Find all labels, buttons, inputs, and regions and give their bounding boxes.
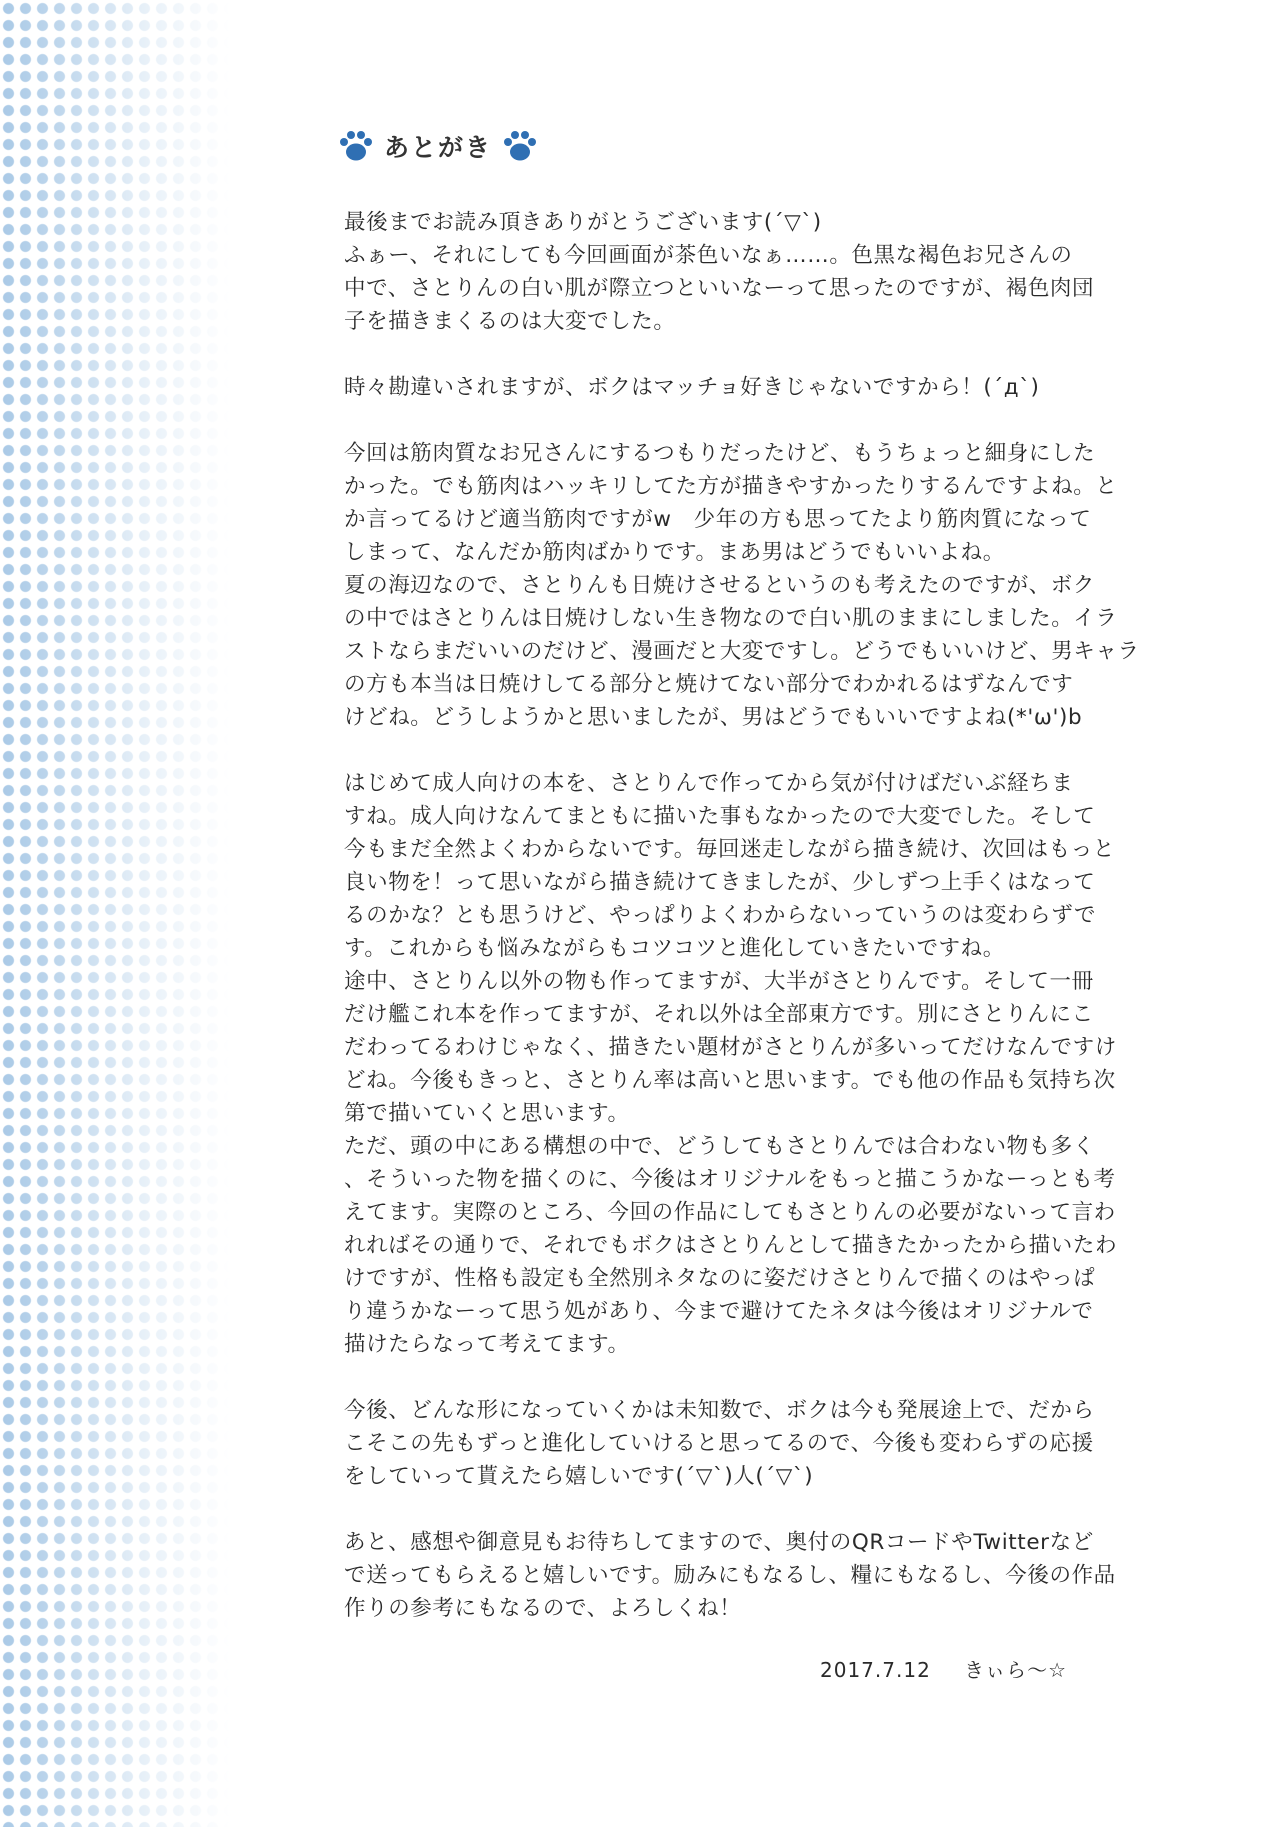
- paragraph: [344, 206, 1084, 239]
- text-line: で送ってもらえると嬉しいです。励みにもなるし、糧にもなるし、今後の作品: [344, 1563, 1116, 1588]
- text-line: 最後までお読み頂きありがとうございます(´▽`): [344, 210, 822, 235]
- text-line: こそこの先もずっと進化していけると思ってるので、今後も変わらずの応援: [344, 1431, 1094, 1456]
- text-line: 、そういった物を描くのに、今後はオリジナルをもっと描こうかなーっとも考: [344, 1167, 1116, 1192]
- text-line: の方も本当は日焼けしてる部分と焼けてない部分でわかれるはずなんです: [344, 672, 1074, 697]
- text-line: 途中、さとりん以外の物も作ってますが、大半がさとりんです。そして一冊: [344, 969, 1094, 994]
- text-line: えてます。実際のところ、今回の作品にしてもさとりんの必要がないって言わ: [344, 1200, 1116, 1225]
- paw-icon: [338, 128, 374, 164]
- text-line: かった。でも筋肉はハッキリしてた方が描きやすかったりするんですよね。と: [344, 474, 1118, 499]
- text-line: すね。成人向けなんてまともに描いた事もなかったので大変でした。そして: [344, 804, 1096, 829]
- text-line: るのかな？とも思うけど、やっぱりよくわからないっていうのは変わらずで: [344, 903, 1097, 928]
- text-line: ストならまだいいのだけど、漫画だと大変ですし。どうでもいいけど、男キャラ: [344, 639, 1140, 664]
- text-line: しまって、なんだか筋肉ばかりです。まあ男はどうでもいいよね。: [344, 540, 1005, 565]
- paragraph: [344, 239, 1095, 338]
- signature: [820, 1654, 1067, 1683]
- text-line: 子を描きまくるのは大変でした。: [344, 309, 676, 334]
- paragraph: [344, 1394, 1095, 1493]
- paragraph: [344, 1130, 1118, 1361]
- text-line: ふぁー、それにしても今回画面が茶色いなぁ……。色黒な褐色お兄さんの: [344, 243, 1073, 268]
- text-line: り違うかなーって思う処があり、今まで避けてたネタは今後はオリジナルで: [344, 1299, 1094, 1324]
- paragraph: [344, 437, 1118, 569]
- text-line: す。これからも悩みながらもコツコツと進化していきたいですね。: [344, 936, 1005, 961]
- text-line: あと、感想や御意見もお待ちしてますので、奥付のQRコードやTwitterなど: [344, 1530, 1094, 1555]
- text-line: か言ってるけど適当筋肉ですがw 少年の方も思ってたより筋肉質になって: [344, 507, 1092, 532]
- signature-author: きぃら～☆: [964, 1658, 1068, 1682]
- signature-date: 2017.7.12: [820, 1658, 931, 1682]
- text-line: 良い物を！って思いながら描き続けてきましたが、少しずつ上手くはなって: [344, 870, 1096, 895]
- paragraph: [344, 1526, 1116, 1625]
- afterword-body: [344, 206, 1140, 1625]
- paw-icon: [502, 128, 538, 164]
- paragraph: [344, 767, 1115, 965]
- text-line: 今もまだ全然よくわからないです。毎回迷走しながら描き続け、次回はもっと: [344, 837, 1115, 862]
- text-line: けですが、性格も設定も全然別ネタなのに姿だけさとりんで描くのはやっぱ: [344, 1266, 1096, 1291]
- text-line: はじめて成人向けの本を、さとりんで作ってから気が付けばだいぶ経ちま: [344, 771, 1074, 796]
- paragraph: [344, 569, 1140, 734]
- text-line: けどね。どうしようかと思いましたが、男はどうでもいいですよね(*'ω')b: [344, 705, 1083, 730]
- text-line: 時々勘違いされますが、ボクはマッチョ好きじゃないですから！(´д`): [344, 375, 1040, 400]
- text-line: 描けたらなって考えてます。: [344, 1332, 630, 1357]
- text-line: 今回は筋肉質なお兄さんにするつもりだったけど、もうちょっと細身にした: [344, 441, 1096, 466]
- text-line: 今後、どんな形になっていくかは未知数で、ボクは今も発展途上で、だから: [344, 1398, 1095, 1423]
- text-line: をしていって貰えたら嬉しいです(´▽`)人(´▽`): [344, 1464, 814, 1489]
- heading-title: あとがき: [384, 133, 493, 162]
- text-line: だけ艦これ本を作ってますが、それ以外は全部東方です。別にさとりんにこ: [344, 1002, 1094, 1027]
- dotted-border: [0, 0, 230, 1827]
- text-line: だわってるわけじゃなく、描きたい題材がさとりんが多いってだけなんですけ: [344, 1035, 1117, 1060]
- afterword-heading: [338, 128, 538, 164]
- text-line: れればその通りで、それでもボクはさとりんとして描きたかったから描いたわ: [344, 1233, 1118, 1258]
- text-line: 中で、さとりんの白い肌が際立つといいなーって思ったのですが、褐色肉団: [344, 276, 1095, 301]
- paragraph: [344, 371, 1084, 404]
- text-line: ただ、頭の中にある構想の中で、どうしてもさとりんでは合わない物も多く: [344, 1134, 1095, 1159]
- text-line: 作りの参考にもなるので、よろしくね！: [344, 1596, 742, 1621]
- text-line: 第で描いていくと思います。: [344, 1101, 630, 1126]
- text-line: どね。今後もきっと、さとりん率は高いと思います。でも他の作品も気持ち次: [344, 1068, 1116, 1093]
- text-line: の中ではさとりんは日焼けしない生き物なので白い肌のままにしました。イラ: [344, 606, 1118, 631]
- paragraph: [344, 965, 1117, 1130]
- text-line: 夏の海辺なので、さとりんも日焼けさせるというのも考えたのですが、ボク: [344, 573, 1095, 598]
